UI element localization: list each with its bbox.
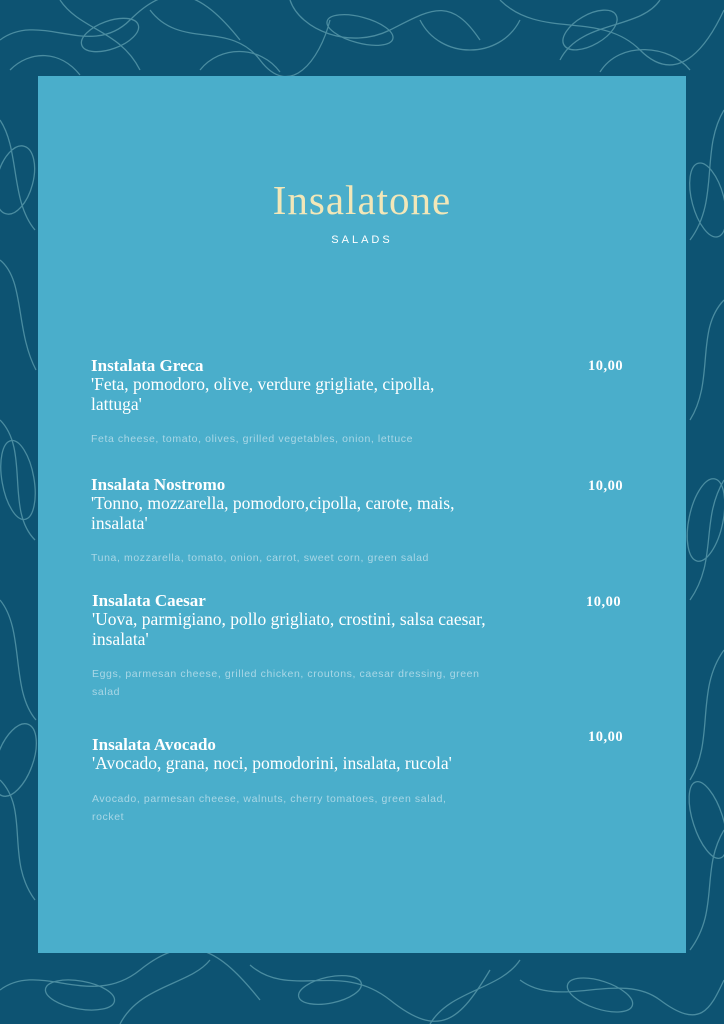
item-italian-description: 'Uova, parmigiano, pollo grigliato, crostini, salsa caesar, insalata' xyxy=(92,609,486,649)
item-english-description: Eggs, parmesan cheese, grilled chicken, croutons, caesar dressing, green salad xyxy=(92,668,480,698)
menu-title: Insalatone xyxy=(272,177,452,223)
item-italian-description: 'Tonno, mozzarella, pomodoro,cipolla, carote, mais, insalata' xyxy=(91,493,455,533)
menu-subtitle: SALADS xyxy=(331,234,393,246)
menu-panel xyxy=(38,76,686,953)
item-name: Insalata Nostromo xyxy=(91,475,226,494)
item-name: Insalata Caesar xyxy=(92,591,206,610)
menu-item xyxy=(91,475,651,567)
menu-item xyxy=(92,729,652,826)
item-price: 10,00 xyxy=(588,358,624,374)
item-price: 10,00 xyxy=(586,594,622,610)
item-english-description: Feta cheese, tomato, olives, grilled vegetables, onion, lettuce xyxy=(91,433,414,445)
menu-item xyxy=(92,591,652,701)
item-english-description: Tuna, mozzarella, tomato, onion, carrot, sweet corn, green salad xyxy=(91,552,429,564)
item-name: Instalata Greca xyxy=(91,356,204,375)
item-price: 10,00 xyxy=(588,478,624,494)
item-price: 10,00 xyxy=(588,729,624,745)
item-italian-description: 'Feta, pomodoro, olive, verdure grigliate, cipolla, lattuga' xyxy=(91,374,435,414)
item-italian-description: 'Avocado, grana, noci, pomodorini, insalata, rucola' xyxy=(92,753,452,773)
menu-item xyxy=(91,356,651,448)
item-name: Insalata Avocado xyxy=(92,735,216,754)
item-english-description: Avocado, parmesan cheese, walnuts, cherry tomatoes, green salad, rocket xyxy=(92,792,447,823)
